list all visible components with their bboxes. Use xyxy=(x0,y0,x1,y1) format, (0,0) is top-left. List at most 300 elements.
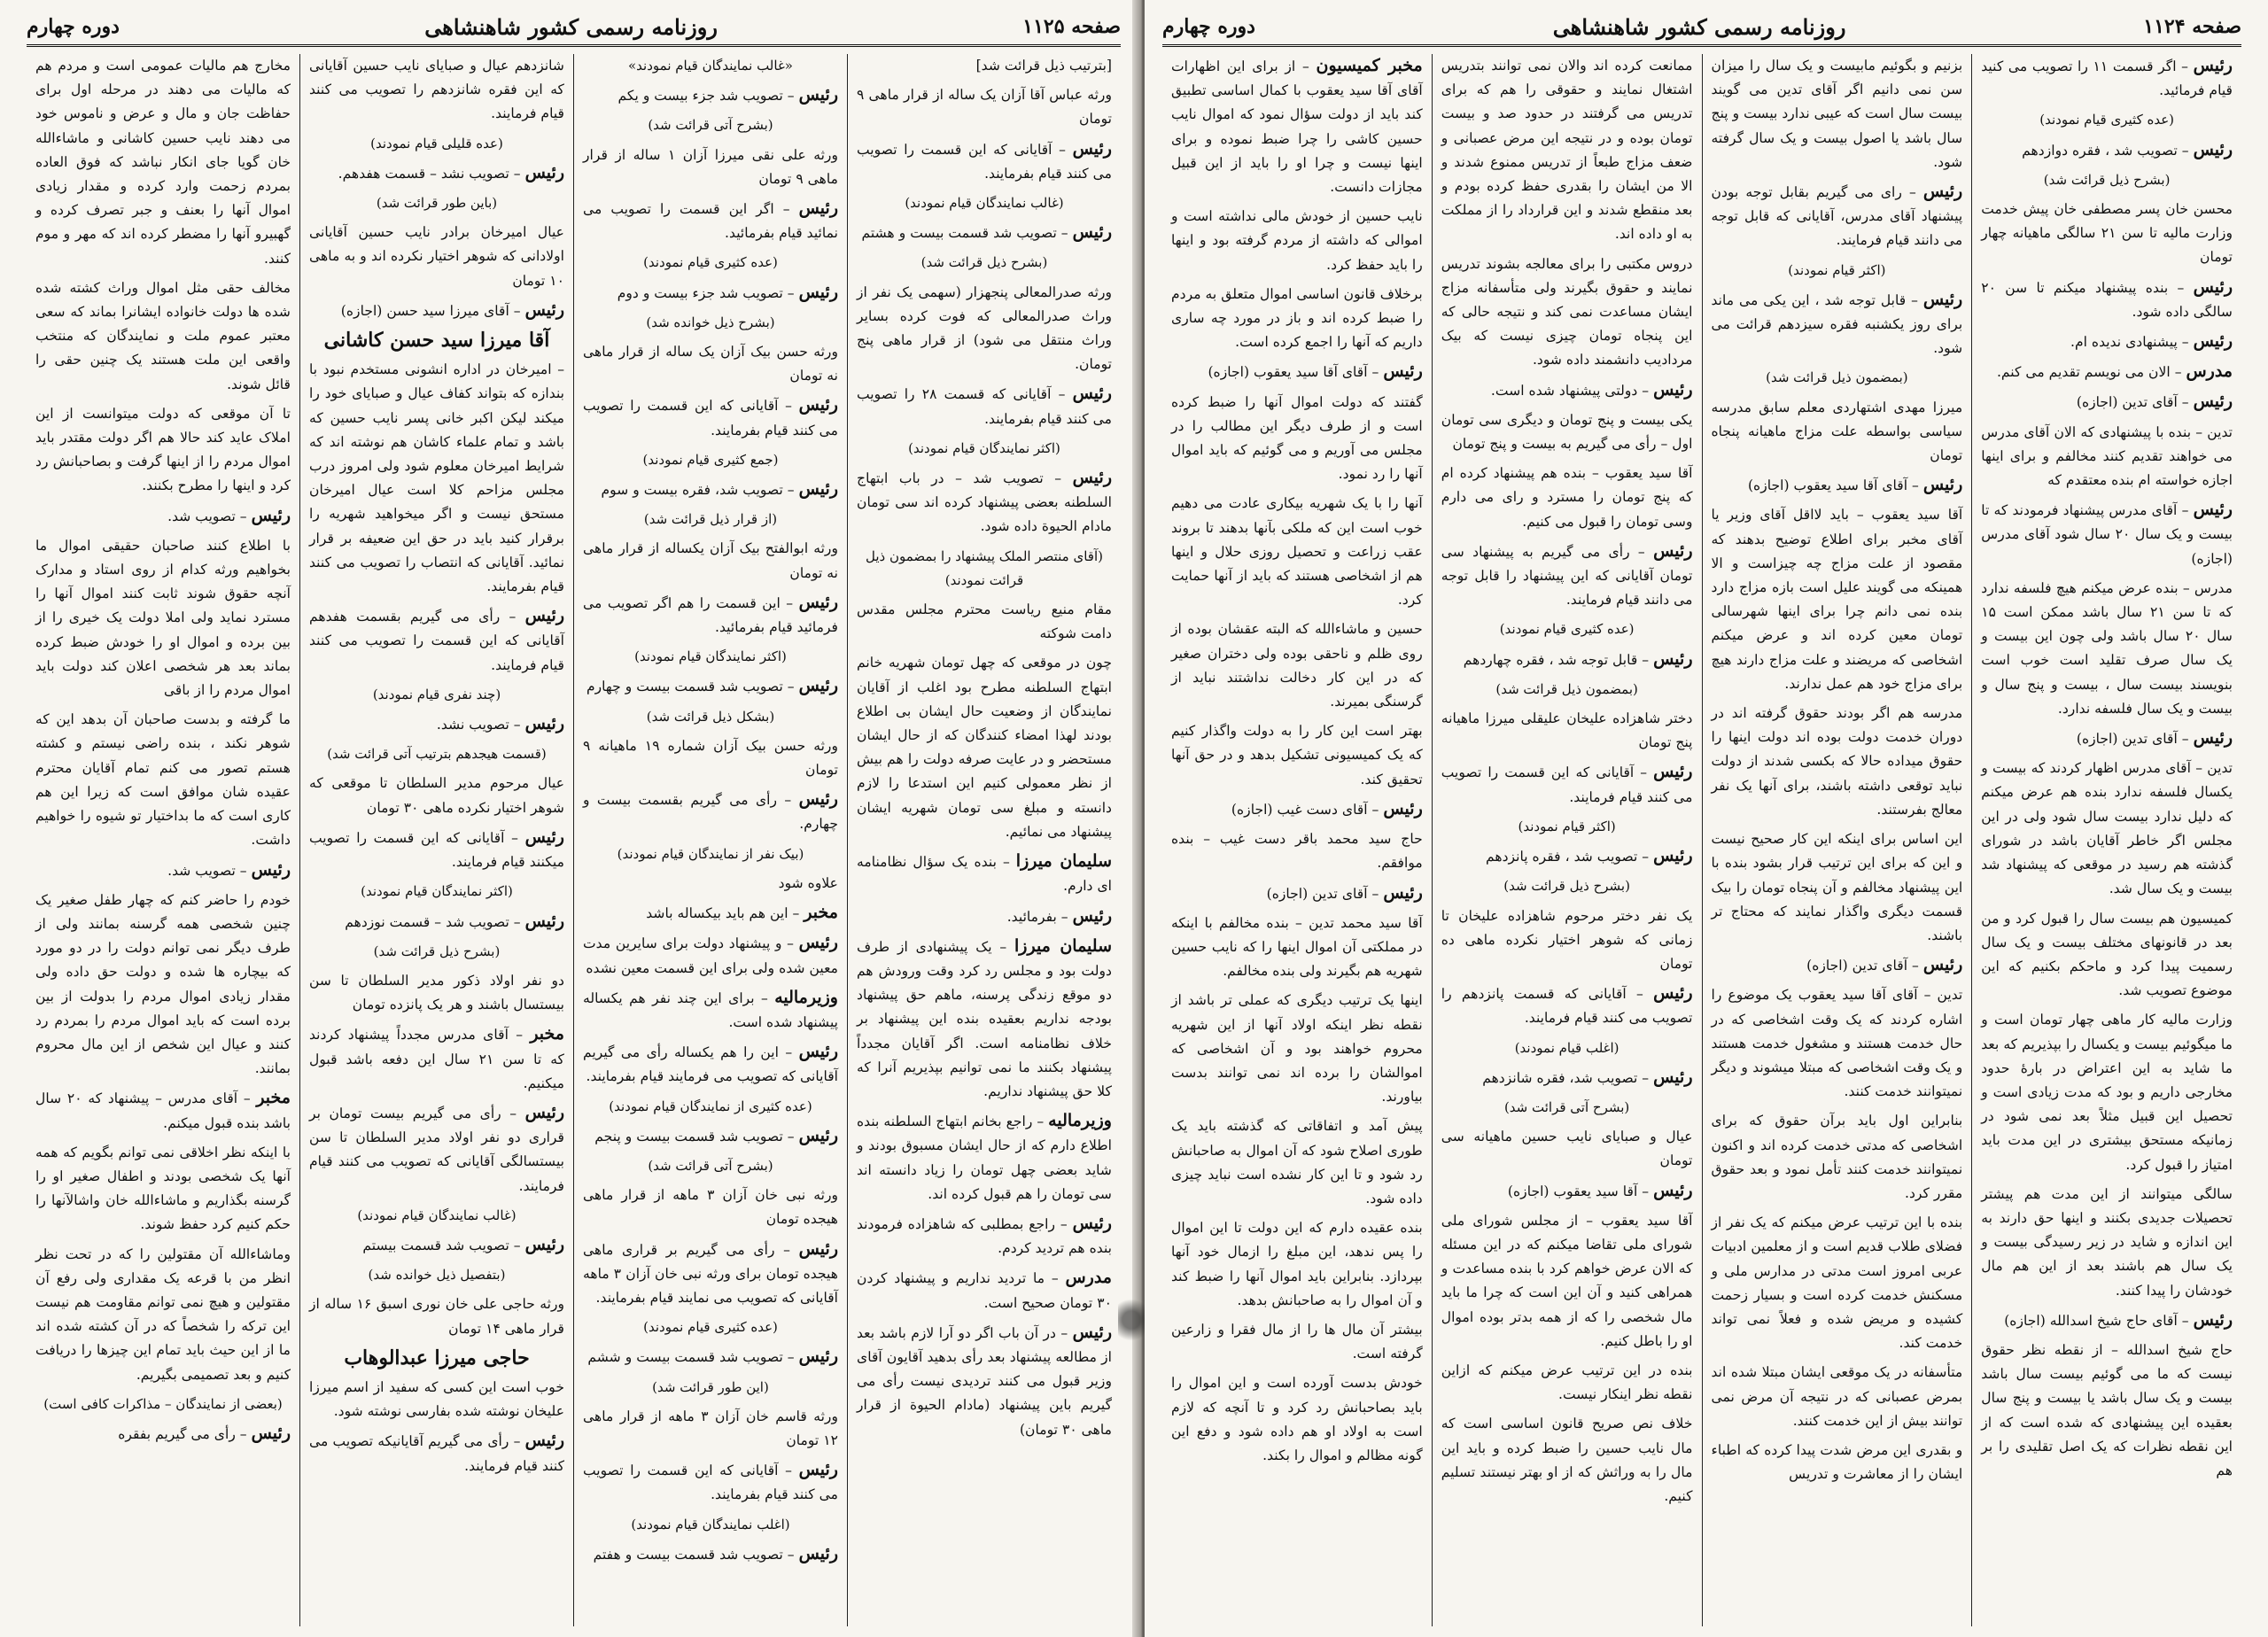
body-text: عیال امیرخان برادر نایب حسین آقایانی اولادانی که شوهر اختیار نکرده اند و به ماهی ۱۰ تومان xyxy=(309,224,564,289)
paragraph xyxy=(1441,648,1693,672)
body-text: – راجع بخانم ابتهاج السلطنه بنده اطلاع دارم که از حال ایشان مسبوق بودند و شاید بعضی چهل تومان را زیاد دانسته اند سی تومان را هم قبول کرده اند. xyxy=(857,1113,1112,1202)
body-text: – آقایانی که قسمت ۲۸ را تصویب می کنند قیام بفرمایند. xyxy=(857,386,1112,427)
speaker-name: رئیس xyxy=(1653,762,1693,782)
body-text: دو نفر اولاد ذکور مدیر السلطان تا سن بیستسال باشند و هر یک پانزده تومان xyxy=(309,972,564,1013)
paragraph xyxy=(857,281,1112,377)
speaker-name: رئیس xyxy=(798,789,838,810)
paragraph xyxy=(1441,617,1693,641)
body-text: – آقای میرزا سید حسن (اجازه) xyxy=(340,302,521,319)
body-text: – رأی می گیریم بقسمت هفدهم آقایانی که این قسمت را تصویب می کنند قیام فرمایند. xyxy=(309,609,564,673)
body-text: آقا سید یعقوب – باید لااقل آقای وزیر یا آقای مخبر برای اطلاع توضیح بدهند که مقصود از علت مزاج چه چیزاست و الا همینکه می گویند علیل است بازه مزاج دارد بنده نمی دانم چرا برای اینها شهرسالی تومان معین کرده اند و عرض میکنم اشخاصی که مریضند و علت مزاج دارند هیچ برای مزاج خود هم عمل ندارند. xyxy=(1711,507,1963,692)
speaker-name: رئیس xyxy=(524,162,564,182)
body-text: – تصویب شد قسمت بیست و ششم xyxy=(587,1349,795,1366)
paragraph xyxy=(1981,726,2233,751)
body-text: مدرس – بنده عرض میکنم هیچ فلسفه ندارد که تا سن ۲۱ سال باشد ممکن است ۱۵ سال ۲۰ سال باشد ولی چون این بیست و یک سال صرف تقلید است خوب است بنویسند بیست سال ، بیست و پنج سال و بیست و یک سال فلسفه ندارد. xyxy=(1981,579,2233,717)
paragraph xyxy=(309,191,564,215)
body-text: – رأی می گیریم به پیشنهاد سی تومان آقایانی که این پیشنهاد را قابل توجه می دانند قیام فرمایند. xyxy=(1441,543,1693,609)
paragraph xyxy=(1171,881,1423,906)
body-text: عیال و صبایای نایب حسین ماهیانه سی تومان xyxy=(1441,1129,1693,1169)
body-text: کمیسیون هم بیست سال را قبول کرد و من بعد در قانونهای مختلف بیست و یک سال رسمیت پیدا کرد و ماحکم بکنیم که این موضوع تصویب شد. xyxy=(1981,910,2233,999)
procedural-note: (قسمت هیجدهم بترتیب آتی قرائت شد) xyxy=(327,746,547,763)
paragraph xyxy=(1981,577,2233,721)
speaker-name: رئیس xyxy=(1653,983,1693,1004)
speaker-name: رئیس xyxy=(798,592,838,612)
body-text: دروس مکتبی را برای معالجه بشوند تدریس نمایند و حقوق بگیرند ولی متأسفانه مزاج ایشان مساعدت نمی کند و نتیجه حالی که این پنجاه تومان چیزی نیست که بیک مردادیب دانشمند داده شود. xyxy=(1441,255,1693,369)
speaker-name: رئیس xyxy=(798,1042,838,1062)
body-text: با اطلاع کنند صاحبان حقیقی اموال ما بخواهیم ورثه کدام از روی استاد و مدارک آنچه حقوق شوند ثابت کنند اموال آنها را مسترد نماید ولی املا دولت یک خیری را از بین برده و اموال او را خودش ضبط کرده بماند بعد هر شخصی اعلان کند دولت باید اموال مردم را از باقی xyxy=(35,537,291,699)
paragraph xyxy=(1712,366,1963,390)
paragraph xyxy=(1441,54,1693,247)
body-text: ورثه حسن بیک آزان یک ساله از قرار ماهی نه تومان xyxy=(583,344,838,384)
speaker-name: رئیس xyxy=(798,85,838,105)
paragraph xyxy=(1171,797,1423,822)
body-text: حسین و ماشاءالله که البته عقشان بوده از روی ظلم و ناحقی بوده ولی دختران صغیر که در این کار دخالت نداشتند نباید از گرسنگی بمیرند. xyxy=(1171,621,1423,710)
paragraph xyxy=(35,1422,291,1447)
body-text: میرزا مهدی اشتهاردی معلم سابق مدرسه سیاسی بواسطه علت مزاج ماهیانه پنجاه تومان xyxy=(1711,399,1963,464)
body-text: – آقای آقا سید یعقوب (اجازه) xyxy=(1208,364,1379,381)
body-text: وماشاءالله آن مقتولین را که در تحت نظر انظر من با قرعه یک مقداری ولی رفع آن مقتولین و هیچ نمی توانم مقاومت هم نیست این ترکه را شخصاً که در آن کشته شده اند ما از این حیث باید تمام این چیزها را دریافت کنیم و بعد تصمیمی بگیریم. xyxy=(35,1245,291,1383)
speaker-name: رئیس xyxy=(524,911,564,931)
paragraph xyxy=(1441,1125,1693,1173)
procedural-note: (اکثر قیام نمودند) xyxy=(1788,261,1886,278)
body-text: – برای این چند نفر هم یکساله پیشنهاد شده است. xyxy=(583,989,838,1030)
body-text: – رأی می گیریم بقسمت بیست و چهارم. xyxy=(583,792,838,833)
paragraph xyxy=(857,382,1112,431)
paragraph xyxy=(35,1243,291,1387)
body-text: – قابل توجه شد ، فقره چهاردهم xyxy=(1463,651,1650,668)
procedural-note: (اغلب قیام نمودند) xyxy=(1514,1039,1619,1056)
paragraph xyxy=(309,826,564,874)
paragraph xyxy=(1981,1338,2233,1483)
speaker-name: رئیس xyxy=(2193,728,2233,749)
body-text: – تصویب شد قسمت بیست و هشتم xyxy=(861,225,1068,242)
paragraph xyxy=(309,742,564,766)
speaker-name: رئیس xyxy=(798,933,838,953)
paragraph xyxy=(309,1376,564,1424)
body-text: – اگر این قسمت را تصویب می نمائید قیام بفرمائید. xyxy=(583,201,838,242)
speaker-name: رئیس xyxy=(251,505,291,525)
body-text: بنده در این ترتیب عرض میکنم که ازاین نقطه نظر اینکار نیست. xyxy=(1441,1362,1693,1403)
procedural-note: (عده کثیری قیام نمودند) xyxy=(1499,621,1635,638)
paragraph xyxy=(1441,1412,1693,1509)
paragraph xyxy=(309,1204,564,1228)
body-text: این اساس برای اینکه این کار صحیح نیست و این که برای این ترتیب قرار بشود بنده با این پیشنهاد مخالفم و آن پنجاه تومان را بیک قسمت دیگری واگذار نمایند که محتاج تر باشند. xyxy=(1711,831,1963,943)
text-column xyxy=(847,54,1121,1626)
paragraph xyxy=(309,1429,564,1478)
right-page-columns xyxy=(1162,54,2241,1626)
paragraph xyxy=(857,545,1112,593)
speaker-name: رئیس xyxy=(251,859,291,880)
paragraph xyxy=(1712,702,1963,822)
paragraph xyxy=(1441,539,1693,613)
paragraph xyxy=(583,508,838,531)
paragraph xyxy=(1171,360,1423,384)
paragraph xyxy=(583,144,838,191)
procedural-note: (چند نفری قیام نمودند) xyxy=(372,686,501,702)
body-text: مقام منیع ریاست محترم مجلس مقدس دامت شوکته xyxy=(857,601,1112,642)
procedural-note: (بشرح ذیل قرائت شد) xyxy=(1503,878,1630,895)
paragraph xyxy=(1712,259,1963,283)
body-text: بهتر است این کار را به دولت واگذار کنیم که یک کمیسیونی تشکیل بدهد و در حق آنها تحقیق کند. xyxy=(1171,723,1423,787)
text-column xyxy=(27,54,299,1626)
paragraph xyxy=(583,931,838,980)
paragraph xyxy=(1441,378,1693,403)
speaker-name: رئیس xyxy=(798,1346,838,1367)
speaker-name: رئیس xyxy=(798,1238,838,1259)
procedural-note: (جمع کثیری قیام نمودند) xyxy=(642,451,779,468)
body-text: متأسفانه در یک موقعی ایشان مبتلا شده اند بمرض عصبانی که در نتیجه آن مرض نمی توانند بیش از این خدمت کنند. xyxy=(1711,1364,1963,1429)
paragraph xyxy=(35,402,291,499)
paragraph xyxy=(35,708,291,852)
speaker-name: رئیس xyxy=(1922,289,1963,309)
paragraph xyxy=(309,299,564,323)
paragraph xyxy=(857,437,1112,461)
body-text: – تصویب شد، فقره شانزدهم xyxy=(1482,1069,1650,1086)
paragraph xyxy=(583,393,838,442)
body-text: – ما تردید نداریم و پیشنهاد کردن ۳۰ تومان صحیح است. xyxy=(857,1270,1112,1311)
body-text: – قابل توجه شد ، این یکی می ماند برای روز یکشنبه فقره سیزدهم قرائت می شود. xyxy=(1711,291,1963,357)
paragraph xyxy=(309,54,564,127)
procedural-note: (از قرار ذیل قرائت شد) xyxy=(643,511,778,528)
paragraph xyxy=(1171,989,1423,1109)
speaker-name: مخبر کمیسیون xyxy=(1316,56,1423,75)
procedural-note: (غالب نمایندگان قیام نمودند) xyxy=(905,195,1064,212)
speaker-name: رئیس xyxy=(524,1431,564,1451)
body-text: – آقای دست غیب (اجازه) xyxy=(1231,801,1379,818)
speaker-name: رئیس xyxy=(1072,222,1112,243)
speaker-name: رئیس xyxy=(798,282,838,302)
speaker-name: رئیس xyxy=(1072,468,1112,488)
procedural-note: (بشرح ذیل قرائت شد) xyxy=(373,943,501,959)
body-text: آقا سید محمد تدین – بنده مخالفم با اینکه در مملکتی آن اموال اینها را که نایب حسین شهریه هم بگیرند ولی بنده مخالفم. xyxy=(1171,914,1423,980)
paragraph xyxy=(1981,907,2233,1004)
speaker-name: رئیس xyxy=(1383,798,1423,818)
procedural-note: (بشرح آتی قرائت شد) xyxy=(648,117,773,134)
paragraph xyxy=(583,477,838,502)
speaker-name: مدرس xyxy=(1065,1268,1112,1288)
paragraph xyxy=(583,1405,838,1453)
body-text: – آقای آقا سید یعقوب (اجازه) xyxy=(1747,477,1919,494)
procedural-note: (بیک نفر از نمایندگان قیام نمودند) xyxy=(617,845,804,862)
body-text: آنها را با یک شهریه بیکاری عادت می دهیم خوب است این که ملکی بآنها بدهند تا بروند عقب زراعت و تحصیل روزی حلال و اینها هم از اشخاصی هستند که باید از آنها حمایت کرد. xyxy=(1171,495,1423,609)
paragraph xyxy=(309,910,564,935)
body-text: مدرسه هم اگر بودند حقوق گرفته اند در دوران خدمت دولت بوده اند دولت اینها را حقوق میداده حالا که بکسی شدند از دولت نباید توقعی داشته باشند، برای آنها یک نفر معالج بفرستند. xyxy=(1711,705,1963,818)
body-text: – تصویب شد ، فقره دوازدهم xyxy=(2022,142,2189,159)
paragraph xyxy=(857,54,1112,78)
speaker-name: رئیس xyxy=(798,676,838,696)
body-text: – تصویب شد – قسمت نوزدهم xyxy=(345,913,521,930)
speaker-name: مخبر xyxy=(530,1024,564,1044)
paragraph xyxy=(1171,205,1423,277)
paragraph xyxy=(35,888,291,1082)
paragraph xyxy=(857,83,1112,131)
paragraph xyxy=(35,1141,291,1237)
newspaper-title: روزنامه رسمی کشور شاهنشاهی xyxy=(424,13,718,40)
body-text: – این قسمت را هم اگر تصویب می فرمائید قیام بفرمائید. xyxy=(583,594,838,636)
body-text: تدین – آقای مدرس اظهار کردند که بیست و یکسال فلسفه ندارد بنده هم عرض میکنم که دلیل ندارد بیست سال شود ولی در این مجلس اگر خاطر آقایان باشد در شورای گذشته هم رسید در موقعی که پیشنهاد شد بیست و یک سال شد. xyxy=(1981,760,2233,897)
paragraph xyxy=(1441,707,1693,755)
speaker-name: رئیس xyxy=(524,1102,564,1122)
body-text: عیال مرحوم مدیر السلطان تا موقعی که شوهر اختیار نکرده ماهی ۳۰ تومان xyxy=(309,775,564,816)
speaker-name: مخبر xyxy=(256,1088,291,1108)
paragraph xyxy=(583,986,838,1035)
paragraph xyxy=(1171,719,1423,792)
body-text: دختر شاهزاده علیخان علیقلی میرزا ماهیانه پنج تومان xyxy=(1441,710,1693,751)
body-text: ورثه ابوالفتح بیک آزان یکساله از قرار ماهی نه تومان xyxy=(583,540,838,581)
paragraph xyxy=(35,54,291,271)
paragraph xyxy=(583,537,838,585)
paragraph xyxy=(1171,1371,1423,1468)
speaker-name: رئیس xyxy=(1922,475,1963,495)
speaker-name: مخبر xyxy=(804,903,838,923)
body-text: ورثه نبی خان آزان ۳ ماهه از قرار ماهی هیجده تومان xyxy=(583,1187,839,1228)
paragraph xyxy=(1981,756,2233,901)
procedural-note: (عده کثیری قیام نمودند) xyxy=(2039,112,2175,128)
paragraph xyxy=(857,935,1112,1104)
body-text: – آقای تدین (اجازه) xyxy=(2076,394,2189,411)
procedural-note: (بشکل ذیل قرائت شد) xyxy=(646,708,775,725)
speaker-name: رئیس xyxy=(251,1423,291,1443)
paragraph xyxy=(1441,874,1693,898)
body-text: – آقایانی که قسمت پانزدهم را تصویب می کنند قیام فرمایند. xyxy=(1441,986,1693,1027)
paragraph xyxy=(583,674,838,699)
paragraph xyxy=(309,880,564,904)
body-text: – اگر قسمت ۱۱ را تصویب می کنید قیام فرمائید. xyxy=(1981,58,2233,99)
paragraph xyxy=(1171,1318,1423,1366)
paragraph xyxy=(857,1109,1112,1206)
paragraph xyxy=(1441,252,1693,373)
body-text: – دولتی پیشنهاد شده است. xyxy=(1490,382,1650,399)
volume-label: دوره چهارم xyxy=(27,15,120,38)
body-text: – تصویب شد جزء بیست و دوم xyxy=(617,284,795,301)
paragraph xyxy=(583,1183,838,1231)
body-text: ورثه حاجی علی خان نوری اسبق ۱۶ ساله از قرار ماهی ۱۴ تومان xyxy=(309,1296,564,1337)
speaker-name: رئیس xyxy=(1653,540,1693,561)
paragraph xyxy=(1981,330,2233,354)
speaker-name: مدرس xyxy=(2186,361,2233,382)
paragraph xyxy=(1441,408,1693,456)
body-text: – رأی می گیریم آقایانیکه تصویب می کنند قیام فرمایند. xyxy=(309,1433,564,1474)
body-text: گفتند که دولت اموال آنها را ضبط کرده است و از طرف دیگر این مطالب را در مجلس می آوریم و می گوئیم که باید اموال آنها را رد نمود. xyxy=(1171,393,1423,483)
body-text: بنده با این ترتیب عرض میکنم که یک نفر از فضلای طلاب قدیم است و از معلمین ادبیات عربی امروز است مدتی در مدارس ملی و مسکنش خدمت کرده است و بسیار زحمت کشیده و مریض شده و فعلاً نمی تواند خدمت کند. xyxy=(1711,1214,1963,1352)
body-text: – آقای مدرس – پیشنهاد که ۲۰ سال باشد بنده قبول میکنم. xyxy=(35,1090,291,1131)
text-column xyxy=(1971,54,2241,1626)
procedural-note: (عده کثیری از نمایندگان قیام نمودند) xyxy=(609,1098,812,1114)
paragraph xyxy=(857,1266,1112,1315)
paragraph xyxy=(309,969,564,1017)
body-text: بنده عقیده دارم که این دولت تا این اموال را پس ندهد، این مبلغ را ازمال خود آنها بپردازد. بنابراین باید اموال آنها را ضبط کند و آن اموال را به صاحبانش بدهد. xyxy=(1171,1220,1423,1308)
paragraph xyxy=(1171,54,1423,199)
paragraph xyxy=(1981,360,2233,384)
paragraph xyxy=(583,1154,838,1178)
paragraph xyxy=(35,534,291,702)
body-text: – بفرمائید. xyxy=(1006,908,1068,925)
paragraph xyxy=(1441,678,1693,702)
paragraph xyxy=(309,1022,564,1096)
paragraph xyxy=(583,901,838,926)
body-text: – تصویب شد قسمت بیست و چهارم xyxy=(586,679,795,695)
paragraph xyxy=(309,161,564,186)
body-text: – این هم باید بیکساله باشد xyxy=(646,905,800,922)
body-text: با اینکه نظر اخلاقی نمی توانم بگویم که همه آنها یک شخصی بودند و اطفال صغیر او را گرسنه بگذاریم و ماشاءالله خان واشالآنها را حکم کنیم کرد حفظ شوند. xyxy=(35,1144,291,1233)
paragraph xyxy=(1981,1308,2233,1333)
body-text: – راجع بمطلبی که شاهزاده فرمودند بنده هم تردید کردم. xyxy=(857,1215,1112,1257)
body-text: خودش بدست آورده است و این اموال را باید بصاحبانش رد کرد و تا آنچه که لازم است به اولاد او هم داده شود و دفع این گونه مظالم و اموال را بکند. xyxy=(1171,1375,1423,1463)
paragraph xyxy=(309,940,564,964)
body-text: یک نفر دختر مرحوم شاهزاده علیخان تا زمانی که شوهر اختیار نکرده ماهی ده تومان xyxy=(1441,907,1693,972)
body-text: – تصویب شد قسمت بیست و پنجم xyxy=(594,1128,795,1144)
paragraph xyxy=(35,858,291,883)
speaker-name: وزیرمالیه xyxy=(774,987,838,1007)
body-text: – بنده پیشنهاد میکنم تا سن ۲۰ سالگی داده شود. xyxy=(1981,279,2233,320)
paragraph xyxy=(583,1345,838,1369)
paragraph xyxy=(583,1040,838,1089)
paragraph xyxy=(857,221,1112,245)
body-text: آقا سید یعقوب – بنده هم پیشنهاد کرده ام که پنج تومان را مسترد و رای می دارم وسی تومان را قبول می کنیم. xyxy=(1441,465,1693,530)
paragraph xyxy=(1712,1439,1963,1486)
paragraph xyxy=(1171,283,1423,355)
body-text: – پیشنهادی ندیده ام. xyxy=(2070,334,2189,351)
speaker-name: رئیس xyxy=(1072,384,1112,404)
body-text: تدین – بنده با پیشنهادی که الان آقای مدرس می خواهند تقدیم کنند مخالفم و برای اینها اجازه خواسته ام بنده معتقدم که xyxy=(1981,423,2233,489)
paragraph xyxy=(1712,180,1963,253)
page-number: صفحه ۱۱۲۴ xyxy=(2143,15,2241,38)
body-text: – الان می نویسم تقدیم می کنم. xyxy=(1996,364,2182,381)
body-text: خودم را حاضر کنم که چهار طفل صغیر یک چنین شخصی همه گرسنه بمانند ولی از طرف دیگر نمی توانم دولت را در دو مورد که بیچاره ها شده و دولت حق داده ولی مقدار زیادی اموال مردم را بدولت از بین برده است که باید اموال مردم را بمردم رد کنند و عیال این شخص از این مال محروم بمانند. xyxy=(35,891,291,1077)
right-page xyxy=(1145,0,2268,1637)
text-column xyxy=(1432,54,1702,1626)
paragraph xyxy=(1171,1216,1423,1313)
procedural-note: (بتفصیل ذیل خوانده شد) xyxy=(368,1267,506,1284)
paragraph xyxy=(1171,1114,1423,1211)
paragraph xyxy=(35,1393,291,1416)
paragraph xyxy=(583,591,838,640)
volume-label: دوره چهارم xyxy=(1162,15,1255,38)
speaker-name: رئیس xyxy=(524,826,564,847)
paragraph xyxy=(1981,390,2233,415)
paragraph xyxy=(583,1376,838,1400)
speaker-name: رئیس xyxy=(1922,955,1963,975)
paragraph xyxy=(1712,54,1963,175)
paragraph xyxy=(583,734,838,782)
paragraph xyxy=(1171,912,1423,984)
speaker-name: رئیس xyxy=(2193,500,2233,520)
paragraph xyxy=(1171,617,1423,714)
paragraph xyxy=(583,705,838,729)
speaker-name: سلیمان میرزا xyxy=(1015,851,1112,872)
paragraph xyxy=(1981,108,2233,132)
text-column xyxy=(299,54,573,1626)
speaker-name: سلیمان میرزا xyxy=(1014,935,1112,956)
paragraph xyxy=(1712,503,1963,696)
body-text: بزنیم و بگوئیم مابیست و یک سال را میزان سن نمی دانیم اگر آقای تدین می گویند بیست سال است که عیبی ندارد بیست و پنج سال باشد یا اصول بیست و یک سال گرفته شود. xyxy=(1711,58,1963,170)
paragraph xyxy=(857,466,1112,539)
procedural-note: (بعضی از نمایندگان – مذاکرات کافی است) xyxy=(43,1395,283,1412)
paragraph xyxy=(309,1101,564,1199)
paragraph xyxy=(1981,168,2233,192)
procedural-note: (اکثر نمایندگان قیام نمودند) xyxy=(908,439,1060,456)
body-text: تا آن موقعی که دولت میتوانست از این املاک عاید کند حالا هم اگر دولت مقتدر باید اموال مردم را از اینها گرفت و بصاحبانش رد کرد و اینها را مطرح بکنند. xyxy=(35,405,291,494)
body-text: حاج سید محمد باقر دست غیب – بنده موافقم. xyxy=(1171,831,1423,872)
paragraph xyxy=(1981,275,2233,324)
paragraph xyxy=(1712,827,1963,948)
body-text: ورثه حسن بیک آزان شماره ۱۹ ماهیانه ۹ تومان xyxy=(583,737,838,779)
paragraph xyxy=(583,872,838,896)
paragraph xyxy=(309,221,564,293)
body-text: – این را هم یکساله رأی می گیریم آقایانی که تصویب می فرمایند قیام بفرمایند. xyxy=(583,1044,838,1085)
paragraph xyxy=(1441,1209,1693,1354)
speaker-name: رئیس xyxy=(798,1460,838,1480)
speaker-name: رئیس xyxy=(2193,56,2233,75)
paragraph xyxy=(857,598,1112,646)
text-column xyxy=(573,54,847,1626)
paragraph xyxy=(857,651,1112,844)
paragraph xyxy=(1441,1179,1693,1204)
right-page-header xyxy=(1162,9,2241,47)
body-text: – آقایانی که این قسمت را تصویب میکنند قیام فرمایند. xyxy=(309,829,564,871)
paragraph xyxy=(583,787,838,836)
body-text: نایب حسین از خودش مالی نداشته است و اموالی که داشته از مردم گرفته بود و اینها را باید حفظ کرد. xyxy=(1171,208,1423,273)
body-text: – آقایانی که این قسمت را تصویب می کنند قیام بفرمایند. xyxy=(583,398,838,438)
paragraph xyxy=(1441,1066,1693,1090)
procedural-note: (اکثر نمایندگان قیام نمودند) xyxy=(361,883,513,900)
paragraph xyxy=(583,1513,838,1537)
speaker-name: رئیس xyxy=(1072,1213,1112,1233)
speaker-name: رئیس xyxy=(2193,331,2233,352)
body-text: حاج شیخ اسدالله – از نقطه نظر حقوق نیست که ما می گوئیم بیست سال باشد بیست و یک سال باشد یا بیست و پنج سال بعقیده این پیشنهادی که شده است که از این نقطه نظرات که یک اصل تقلیدی را بر هم xyxy=(1981,1341,2233,1478)
body-text: مخارج هم مالیات عمومی است و مردم هم که مالیات می دهند در مرحله اول برای حفاظت جان و مال و عرض و ناموس خود می دهند نایب حسین کاشانی و ماشاءالله خان گویا جای انکار نباشد که فوق العاده بمردم زحمت وارد کرده و مقدار زیادی اموال آنها را بعنف و جبر تصرف کرده و گهبیرو آنها را مضطر کرده اند که مهر و موم کنند. xyxy=(35,58,291,267)
body-text: [بترتیب ذیل قرائت شد] xyxy=(975,58,1112,74)
speaker-name: رئیس xyxy=(524,714,564,734)
paragraph xyxy=(583,645,838,669)
paragraph xyxy=(1981,1008,2233,1176)
body-text: ورثه علی نقی میرزا آزان ۱ ساله از قرار ماهی ۹ تومان xyxy=(583,146,838,187)
body-text: – تصویب شد. xyxy=(167,862,247,879)
paragraph xyxy=(1712,396,1963,469)
paragraph xyxy=(583,113,838,137)
body-text: – رأی می گیریم بفقره xyxy=(118,1425,247,1442)
procedural-note: (بشرح آتی قرائت شد) xyxy=(1503,1098,1630,1115)
text-column xyxy=(1702,54,1972,1626)
body-text: – تصویب شد – در باب ابتهاج السلطنه بعضی پیشنهاد کرده اند سی تومان مادام الحیوة داده شود. xyxy=(857,470,1112,535)
paragraph xyxy=(857,1212,1112,1261)
procedural-note: (عده کثیری قیام نمودند) xyxy=(643,254,778,271)
paragraph xyxy=(1981,1183,2233,1303)
paragraph xyxy=(857,251,1112,275)
paragraph xyxy=(583,1315,838,1339)
speaker-name: رئیس xyxy=(1072,138,1112,159)
paragraph xyxy=(1981,421,2233,493)
body-text: – تصویب شد، فقره بیست و سوم xyxy=(601,482,795,499)
paragraph xyxy=(857,191,1112,215)
left-page-columns xyxy=(27,54,1121,1626)
procedural-note: (بشرح آتی قرائت شد) xyxy=(648,1157,773,1174)
paragraph xyxy=(309,712,564,737)
speaker-heading: آقا میرزا سید حسن کاشانی xyxy=(323,329,550,353)
paragraph xyxy=(1712,288,1963,361)
body-text: – تصویب شد ، فقره پانزدهم xyxy=(1485,849,1650,865)
speaker-name: رئیس xyxy=(2193,392,2233,412)
body-text: ورثه عباس آقا آزان یک ساله از قرار ماهی ۹ تومان xyxy=(857,87,1112,128)
body-text: برخلاف قانون اساسی اموال متعلق به مردم را ضبط کرده اند و باز در مورد چه ساری داریم که آنها را اجمع کرده است. xyxy=(1171,285,1423,351)
procedural-note: (عده کثیری قیام نمودند) xyxy=(643,1319,778,1336)
body-text: – آقای تدین (اجازه) xyxy=(2076,731,2189,748)
paragraph xyxy=(309,604,564,678)
paragraph xyxy=(1171,492,1423,612)
speaker-name: رئیس xyxy=(2193,139,2233,159)
paragraph xyxy=(309,329,564,353)
body-text: – آقایانی که این قسمت را تصویب می کنند قیام بفرمایند. xyxy=(583,1462,838,1503)
